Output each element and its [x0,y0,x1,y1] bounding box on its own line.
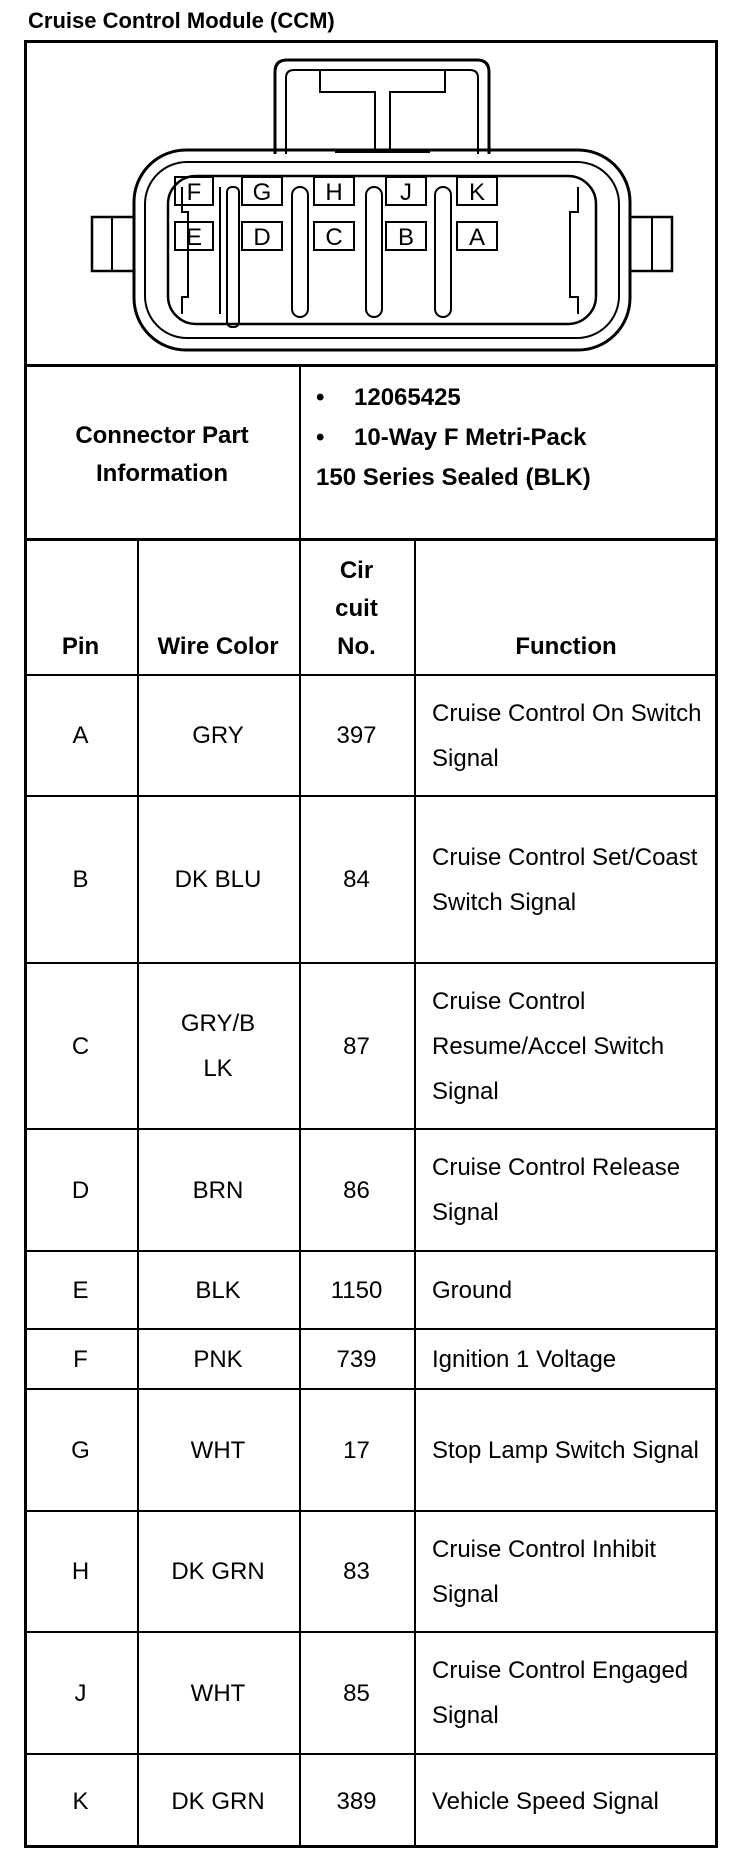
function-text: Ignition 1 Voltage [432,1345,617,1373]
cell-function [414,1252,718,1328]
cell-circuit: 85 [343,1679,370,1707]
cell-function [414,1390,718,1510]
cavity-label-j: J [400,179,412,206]
cell-pin: B [72,866,89,893]
function-text: Cruise Control Engaged Signal [432,1657,689,1729]
cavity-label-c: C [325,224,343,251]
cell-circuit: 84 [343,866,370,893]
cavity-label-f: F [186,179,202,206]
function-text: Cruise Control Set/Coast Switch Signal [432,843,698,916]
cell-function [414,1130,718,1250]
cell-wire-color: DK BLU [174,866,262,893]
function-text: Ground [432,1276,513,1304]
connector-series-line: 150 Series Sealed (BLK) [316,464,591,491]
cell-wire-color: GRY [192,722,244,749]
connector-part-information-label: Connector Part Information [75,422,249,487]
connector-face-diagram [90,52,680,352]
function-text: Cruise Control On Switch Signal [432,699,702,772]
part-number: 12065425 [354,384,461,411]
document-title: Cruise Control Module (CCM) [28,8,335,33]
function-text: Cruise Control Resume/Accel Switch Signal [432,987,665,1105]
cell-pin: H [71,1558,90,1585]
function-text: Stop Lamp Switch Signal [432,1436,699,1464]
divider-diagram-bottom [24,364,718,367]
cell-circuit: 1150 [330,1276,383,1304]
cavity-label-h: H [325,179,343,206]
cell-wire-color: GRY/B LK [180,1010,256,1082]
cell-circuit: 83 [343,1558,370,1585]
function-text: Vehicle Speed Signal [432,1787,659,1815]
bullet-icon: • [316,384,325,411]
function-text: Cruise Control Release Signal [432,1154,681,1226]
cell-wire-color: BLK [195,1276,241,1304]
cell-pin: F [73,1345,88,1373]
cavity-label-k: K [468,179,486,206]
cavity-label-a: A [468,224,486,251]
cell-pin: G [71,1436,90,1464]
part-number-line [316,378,718,418]
cell-pin: E [72,1276,89,1304]
cell-function [414,1330,718,1388]
cell-circuit: 739 [336,1345,377,1373]
cavity-label-d: D [253,224,271,251]
connector-type-line [316,418,718,458]
cell-wire-color: PNK [193,1345,243,1373]
cell-wire-color: WHT [190,1436,246,1464]
cell-pin: C [71,1032,90,1060]
cell-function [414,964,718,1128]
bullet-icon: • [316,424,325,451]
cell-circuit: 86 [343,1176,370,1204]
cell-function [414,676,718,795]
connector-type: 10-Way F Metri-Pack [354,424,587,451]
header-circuit-no: Cir cuit No. [335,557,378,660]
cell-circuit: 87 [343,1032,370,1060]
cell-pin: K [72,1787,89,1815]
cell-function [414,1512,718,1631]
cell-function [414,797,718,962]
cell-wire-color: BRN [192,1176,244,1204]
cell-wire-color: DK GRN [171,1558,265,1585]
header-function: Function [515,633,617,660]
cell-pin: J [74,1679,87,1707]
cell-wire-color: WHT [190,1679,246,1707]
cell-circuit: 389 [336,1787,377,1815]
function-text: Cruise Control Inhibit Signal [432,1535,657,1608]
header-wire-color: Wire Color [157,633,279,660]
header-pin: Pin [61,633,100,660]
cell-circuit: 17 [343,1436,370,1464]
cell-function [414,1633,718,1753]
cell-wire-color: DK GRN [171,1787,265,1815]
cell-circuit: 397 [336,722,377,749]
cavity-label-b: B [397,224,415,251]
connector-part-information-details [300,378,718,498]
cell-pin: A [72,722,89,749]
cell-function [414,1755,718,1847]
cavity-label-e: E [185,224,203,251]
cavity-label-g: G [252,179,272,206]
cell-pin: D [71,1176,90,1204]
